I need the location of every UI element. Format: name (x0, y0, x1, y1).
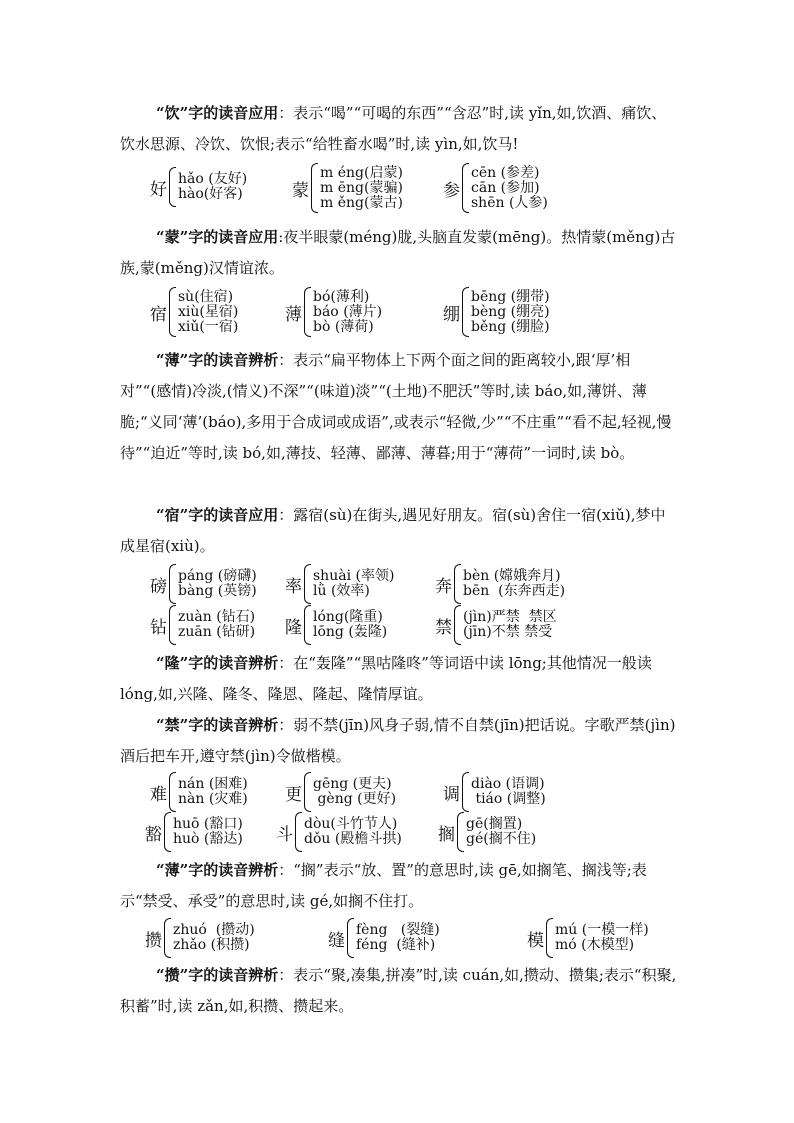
group-char: 调 (443, 784, 460, 805)
group-char: 宿 (150, 304, 167, 325)
brace-icon (304, 564, 311, 604)
reading-line: zhǎo (积攒) (173, 937, 250, 953)
group-char: 更 (285, 784, 302, 805)
brace-icon (454, 605, 461, 645)
reading-group-long (285, 605, 387, 645)
brace-icon (347, 918, 354, 958)
reading-line: bēn (东奔西走) (463, 583, 566, 599)
group-char: 豁 (145, 824, 162, 845)
reading-group-mu (527, 918, 649, 958)
reading-group-feng (328, 918, 440, 958)
brace-icon (169, 564, 176, 604)
reading-line: m éng(启蒙) (320, 164, 403, 181)
reading-line: dòu(斗竹节人) (304, 816, 398, 832)
reading-group-beng (443, 287, 550, 337)
paragraph-long (120, 648, 680, 710)
reading-line: bó(薄利) (313, 288, 370, 305)
reading-group-pang (150, 564, 257, 604)
group-char: 钻 (150, 617, 167, 638)
reading-line: xiǔ(一宿) (178, 318, 239, 335)
reading-group-ben (435, 564, 565, 604)
group-char: 模 (527, 930, 544, 951)
reading-line: dǒu (殿檐斗拱) (304, 831, 402, 847)
reading-line: lōng (轰隆) (313, 624, 388, 640)
paragraph-text: ：露宿(sù)在街头,遇见好朋友。宿(sù)舍住一宿(xiǔ),梦中成星宿(xiù)。 (120, 506, 666, 555)
reading-line: fèng (裂缝) (356, 922, 440, 938)
paragraph-text: ：在“轰隆”“黑咕隆咚”等词语中读 lōng;其他情况一般读 lóng,如,兴隆、隆冬、隆恩、隆起、隆情厚谊。 (120, 654, 652, 703)
brace-icon (311, 163, 318, 213)
reading-line: gēng (更夫) (313, 776, 392, 792)
brace-icon (304, 287, 311, 337)
group-char: 隆 (285, 617, 302, 638)
paragraph-jin (120, 710, 680, 772)
paragraph-text: ：表示“扁平物体上下两个面之间的距离较小,跟‘厚’相对”“(感情)冷淡,(情义)不深”“(味道)淡”“(土地)不肥沃”等时,读 báo,如,薄饼、薄脆;“义同‘薄’(báo),多用于合成词或成语”,或表示“轻微,少”“不庄重”“看不起,轻视,慢待”“迫近”等时,读 bó,如,薄技、轻薄、鄙薄、薄暮;用于“薄荷”一词时,读 bò。 (120, 351, 672, 462)
reading-line: hào(好客) (178, 186, 243, 202)
reading-group-zan (145, 918, 255, 958)
reading-group-ge (438, 812, 536, 852)
reading-line: zhuó (攒动) (173, 922, 255, 938)
paragraph-bao (120, 345, 680, 469)
paragraph-lead: “蒙”字的读音应用 (156, 228, 279, 246)
reading-line: m ēng(蒙骗) (320, 179, 403, 196)
reading-line: xiù(星宿) (178, 303, 239, 320)
group-char: 禁 (435, 617, 452, 638)
paragraph-su (120, 500, 680, 562)
reading-line: gèng (更好) (313, 791, 397, 807)
reading-line: sù(住宿) (178, 288, 234, 305)
paragraph-lead: “薄”字的读音辨析 (156, 861, 279, 879)
reading-line: bò (薄荷) (313, 318, 374, 335)
reading-line: hǎo (友好) (178, 171, 248, 187)
reading-group-dou (276, 812, 402, 852)
reading-line: bèn (嫦娥奔月) (463, 568, 561, 584)
reading-line: huō (豁口) (173, 816, 243, 832)
reading-line: nàn (灾难) (178, 791, 248, 807)
reading-line: lóng(隆重) (313, 609, 383, 625)
reading-line: shēn (人参) (471, 194, 548, 211)
brace-icon (169, 605, 176, 645)
group-char: 奔 (435, 576, 452, 597)
reading-line: cēn (参差) (471, 164, 540, 181)
group-char: 难 (150, 784, 167, 805)
reading-group-huo (145, 812, 243, 852)
paragraph-ge (120, 855, 680, 917)
brace-icon (546, 918, 553, 958)
reading-line: páng (磅礴) (178, 568, 257, 584)
reading-group-meng (292, 163, 403, 213)
paragraph-zan (120, 960, 680, 1022)
reading-line: (jìn)严禁 禁区 (463, 609, 557, 625)
brace-icon (462, 772, 469, 812)
brace-icon (454, 564, 461, 604)
brace-icon (169, 287, 176, 337)
brace-icon (457, 812, 464, 852)
group-char: 率 (285, 576, 302, 597)
reading-group-bao (285, 287, 382, 337)
group-char: 薄 (285, 304, 302, 325)
reading-line: zuàn (钻石) (178, 609, 256, 625)
group-char: 缝 (328, 930, 345, 951)
paragraph-lead: “禁”字的读音辨析 (156, 716, 279, 734)
group-char: 攒 (145, 930, 162, 951)
group-char: 蒙 (292, 180, 309, 201)
reading-line: běng (绷脸) (471, 318, 550, 335)
paragraph-lead: “薄”字的读音辨析 (156, 351, 279, 369)
reading-line: lǜ (效率) (313, 583, 370, 599)
reading-line: tiáo (调整) (471, 791, 546, 807)
reading-line: gē(搁置) (466, 816, 523, 832)
reading-line: bēng (绷带) (471, 288, 550, 305)
reading-line: m ěng(蒙古) (320, 194, 403, 211)
reading-group-geng (285, 772, 396, 812)
reading-group-can (443, 163, 548, 213)
reading-line: féng (缝补) (356, 937, 436, 953)
reading-line: cān (参加) (471, 179, 540, 196)
brace-icon (169, 772, 176, 812)
reading-line: mú (一模一样) (555, 922, 649, 938)
reading-group-hao (150, 167, 247, 207)
reading-group-diao (443, 772, 546, 812)
brace-icon (462, 163, 469, 213)
group-char: 搁 (438, 824, 455, 845)
group-char: 参 (443, 180, 460, 201)
paragraph-lead: “饮”字的读音应用 (156, 104, 279, 122)
reading-line: zuān (钻研) (178, 624, 256, 640)
paragraph-lead: “攒”字的读音辨析 (156, 966, 279, 984)
brace-icon (304, 605, 311, 645)
group-char: 好 (150, 179, 167, 200)
paragraph-text: ：“搁”表示“放、置”的意思时,读 gē,如搁笔、搁浅等;表示“禁受、承受”的意思时,读 gé,如搁不住打。 (120, 861, 647, 910)
brace-icon (164, 918, 171, 958)
reading-group-zuan (150, 605, 255, 645)
reading-line: bèng (绷亮) (471, 303, 550, 320)
brace-icon (164, 812, 171, 852)
group-char: 磅 (150, 576, 167, 597)
reading-line: shuài (率领) (313, 568, 395, 584)
brace-icon (169, 167, 176, 207)
brace-icon (462, 287, 469, 337)
reading-line: mó (木模型) (555, 937, 635, 953)
reading-group-nan (150, 772, 248, 812)
reading-line: (jīn)不禁 禁受 (463, 624, 553, 640)
paragraph-yin (120, 98, 680, 160)
paragraph-meng (120, 222, 680, 284)
reading-group-su (150, 287, 238, 337)
reading-line: báo (薄片) (313, 303, 383, 320)
reading-line: diào (语调) (471, 776, 545, 792)
brace-icon (295, 812, 302, 852)
paragraph-lead: “宿”字的读音应用 (156, 506, 279, 524)
paragraph-text: ：表示“聚,凑集,拼凑”时,读 cuán,如,攒动、攒集;表示“积聚,积蓄”时,读 zǎn,如,积攒、攒起来。 (120, 966, 677, 1015)
reading-line: gé(搁不住) (466, 831, 537, 847)
brace-icon (304, 772, 311, 812)
reading-line: nán (困难) (178, 776, 248, 792)
paragraph-text: :夜半眼蒙(méng)胧,头脑直发蒙(mēng)。热情蒙(měng)古族,蒙(měng)汉情谊浓。 (120, 228, 676, 277)
paragraph-lead: “隆”字的读音辨析 (156, 654, 279, 672)
reading-line: bàng (英镑) (178, 583, 257, 599)
paragraph-text: ：表示“喝”“可喝的东西”“含忍”时,读 yǐn,如,饮酒、痛饮、饮水思源、冷饮、饮恨;表示“给牲畜水喝”时,读 yìn,如,饮马! (120, 104, 667, 153)
reading-group-jin (435, 605, 557, 645)
group-char: 绷 (443, 304, 460, 325)
reading-line: huò (豁达) (173, 831, 243, 847)
paragraph-text: ：弱不禁(jīn)风身子弱,情不自禁(jīn)把话说。字歌严禁(jìn)酒后把车开,遵守禁(jìn)令做楷模。 (120, 716, 676, 765)
group-char: 斗 (276, 824, 293, 845)
reading-group-lv (285, 564, 394, 604)
